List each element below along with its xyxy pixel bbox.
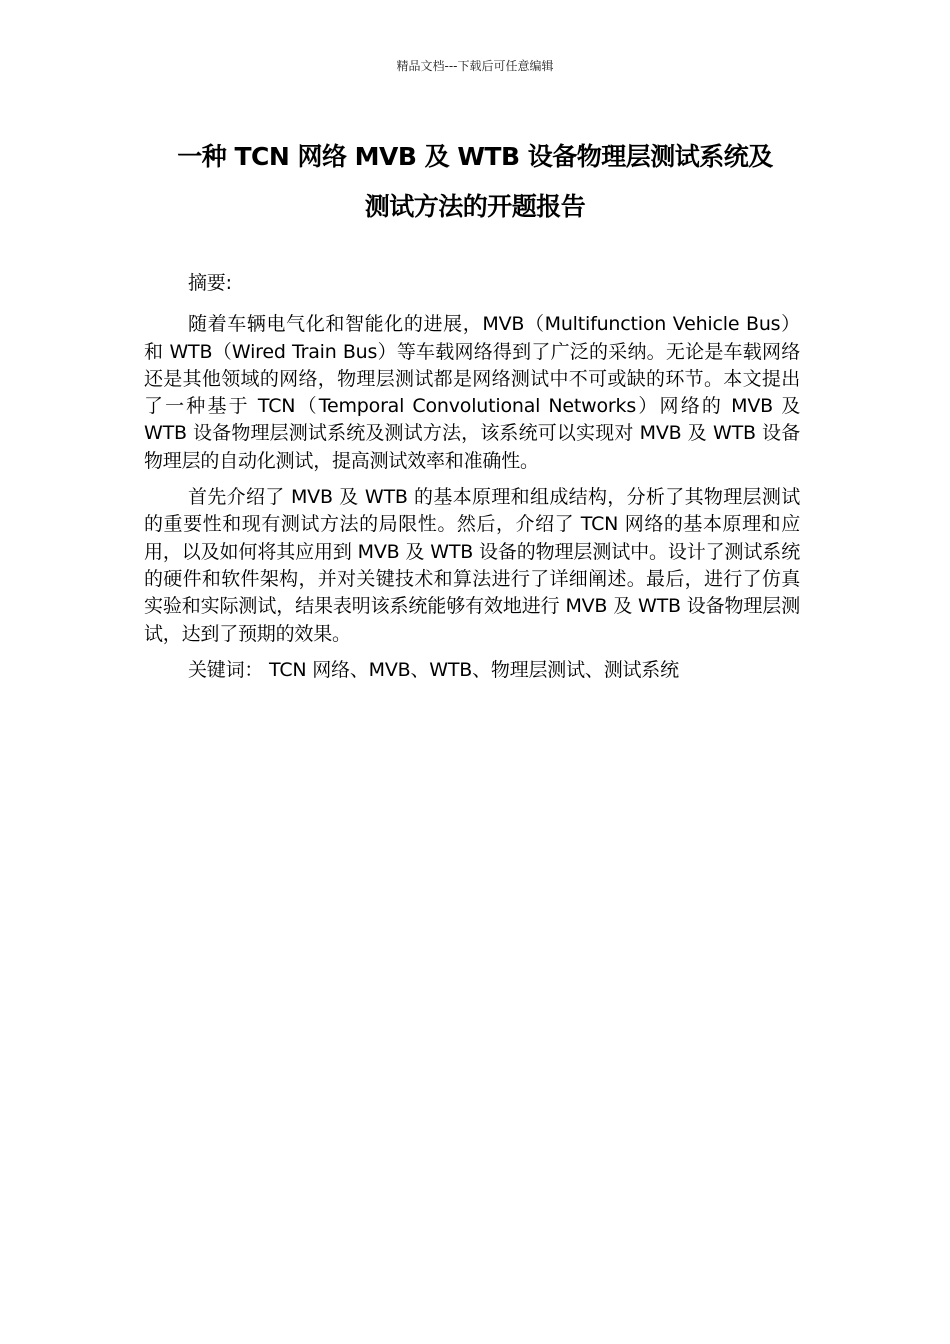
abstract-paragraph-2: 首先介绍了 MVB 及 WTB 的基本原理和组成结构，分析了其物理层测试的重要性和现有测试方法的局限性。然后，介绍了 TCN 网络的基本原理和应用，以及如何将其应用到 MVB 及 WTB 设备的物理层测试中。设计了测试系统的硬件和软件架构，并对关键技术和算法进行了详细阐述。最后，进行了仿真实验和实际测试，结果表明该系统能够有效地进行 MVB 及 WTB 设备物理层测试，达到了预期的效果。 [144, 486, 800, 645]
document-body [144, 270, 800, 693]
title-line-2: 测试方法的开题报告 [364, 192, 586, 221]
title-line-1: 一种 TCN 网络 MVB 及 WTB 设备物理层测试系统及 [177, 142, 773, 171]
keywords-line: 关键词： TCN 网络、MVB、WTB、物理层测试、测试系统 [188, 658, 679, 681]
document-title [120, 132, 830, 232]
page-header: 精品文档---下载后可任意编辑 [396, 59, 554, 73]
abstract-paragraph-1: 随着车辆电气化和智能化的进展，MVB（Multifunction Vehicle Bus）和 WTB（Wired Train Bus）等车载网络得到了广泛的采纳。无论是车载网络还是其他领域的网络，物理层测试都是网络测试中不可或缺的环节。本文提出了一种基于 TCN（Temporal Convolutional Networks）网络的 MVB 及 WTB 设备物理层测试系统及测试方法，该系统可以实现对 MVB 及 WTB 设备物理层的自动化测试，提高测试效率和准确性。 [144, 313, 800, 472]
abstract-heading: 摘要: [188, 272, 232, 294]
